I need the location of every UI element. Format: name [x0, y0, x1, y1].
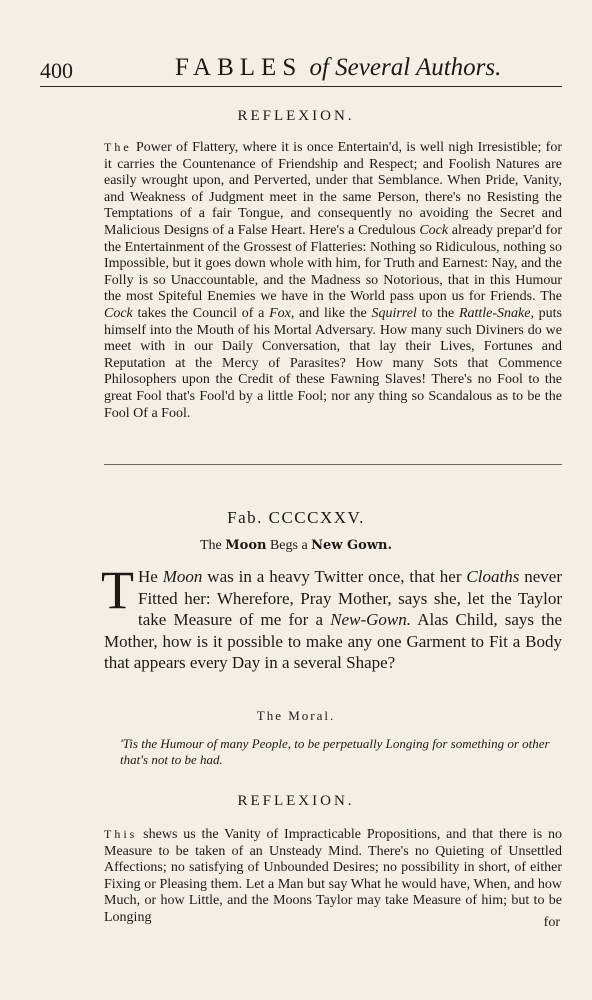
fable-title-part: Begs a	[266, 538, 312, 553]
fable-text-part: Alas Child, says the Mother, how is it possible to make any one Garment to Fit a Body that appears every Day in a several Shape?	[104, 610, 562, 673]
fable-title	[0, 538, 592, 554]
page-number: 400	[40, 58, 73, 83]
reflexion-1-lead: The	[104, 140, 132, 154]
reflexion-1-text: Power of Flattery, where it is once Entertain'd, is well nigh Irresistible; for it carries the Countenance of Friendship and Respect; and Foolish Natures are easily wrought upon, and Perverted, under that Semblance. When Pride, Vanity, and Weakness of Judgment meet in the same Person, there's no Resisting the Temptations of a fair Tongue, and consequently no avoiding the Secret and Malicious Designs of a False Heart. Here's a Credulous	[104, 140, 562, 238]
fable-number: Fab. CCCCXXV.	[227, 508, 365, 527]
header-rule	[40, 86, 562, 87]
reflexion-heading-1: REFLEXION.	[237, 108, 355, 124]
fable-title-gown: New Gown.	[311, 538, 392, 553]
drop-cap: T	[101, 560, 134, 620]
reflexion-1-fox: Fox	[269, 305, 291, 321]
reflexion-1-text: , and like the	[290, 305, 372, 321]
reflexion-1-squirrel: Squirrel	[371, 305, 417, 321]
fable-new-gown: New-Gown.	[330, 610, 411, 630]
reflexion-paragraph-1	[104, 139, 562, 422]
section-divider	[104, 464, 562, 465]
reflexion-2-text: shews us the Vanity of Impracticable Propositions, and that there is no Measure to be taken of an Unsteady Mind. There's no Quieting of Unsettled Affections; no satisfying of Unbounded Desires; no possibility in short, of either Fixing or Pleasing them. Let a Man but say What he would have, When, and how Much, or how Little, and the Moons Taylor may take Measure of him; but to be Longing	[104, 827, 562, 925]
running-title-rest: of Several Authors.	[309, 54, 502, 81]
reflexion-1-cock: Cock	[419, 222, 449, 238]
running-title	[175, 54, 501, 82]
reflexion-1-text: takes the Council of a	[132, 305, 270, 321]
fable-moon: Moon	[162, 567, 203, 586]
reflexion-1-text: already prepar'd for the Entertainment of the Grossest of Flatteries: Nothing so Ridiculous, nothing so Impossible, but it goes down whole with him, for Truth and Earnest: Nay, and the Folly is so Unaccountable, and the Madness so Notorious, that in this Humour the most Spiteful Enemies we have in the World pass upon us for Friends. The	[104, 222, 562, 305]
reflexion-1-cock: Cock	[104, 305, 133, 321]
catchword: for	[543, 915, 560, 930]
fable-cloaths: Cloaths	[466, 567, 520, 586]
reflexion-2-lead: This	[104, 827, 138, 841]
reflexion-1-text: , puts himself into the Mouth of his Mortal Adversary. How many such Diviners do we meet with in our Daily Conversation, that lay their Lives, Fortunes and Reputation at the Mercy of Parasites? How many Sots that Commence Philosophers upon the Credit of these Fawning Slaves! There's no Fool to the great Fool that's Fool'd by a little Fool; nor any thing so Scandalous as to be the Fool Of a Fool.	[104, 305, 563, 421]
reflexion-paragraph-2	[104, 826, 562, 927]
running-head	[40, 52, 560, 86]
running-title-caps: FABLES	[175, 54, 303, 81]
moral-heading: The Moral.	[256, 708, 336, 723]
fable-title-moon: Moon	[225, 538, 267, 553]
fable-text-part: He	[138, 567, 163, 586]
reflexion-heading-2: REFLEXION.	[237, 793, 355, 809]
fable-text-part: was in a heavy Twitter once, that her	[202, 567, 467, 586]
fable-text	[101, 560, 562, 674]
reflexion-1-snake: Rattle-Snake	[458, 305, 531, 321]
reflexion-1-text: to the	[416, 305, 459, 321]
moral-text: 'Tis the Humour of many People, to be perpetually Longing for something or other that's not to be had.	[120, 736, 550, 767]
fable-text-part: never Fitted her: Wherefore, Pray Mother, says she, let the Taylor take Measure of me for a	[138, 567, 562, 630]
fable-title-part: The	[200, 538, 226, 553]
